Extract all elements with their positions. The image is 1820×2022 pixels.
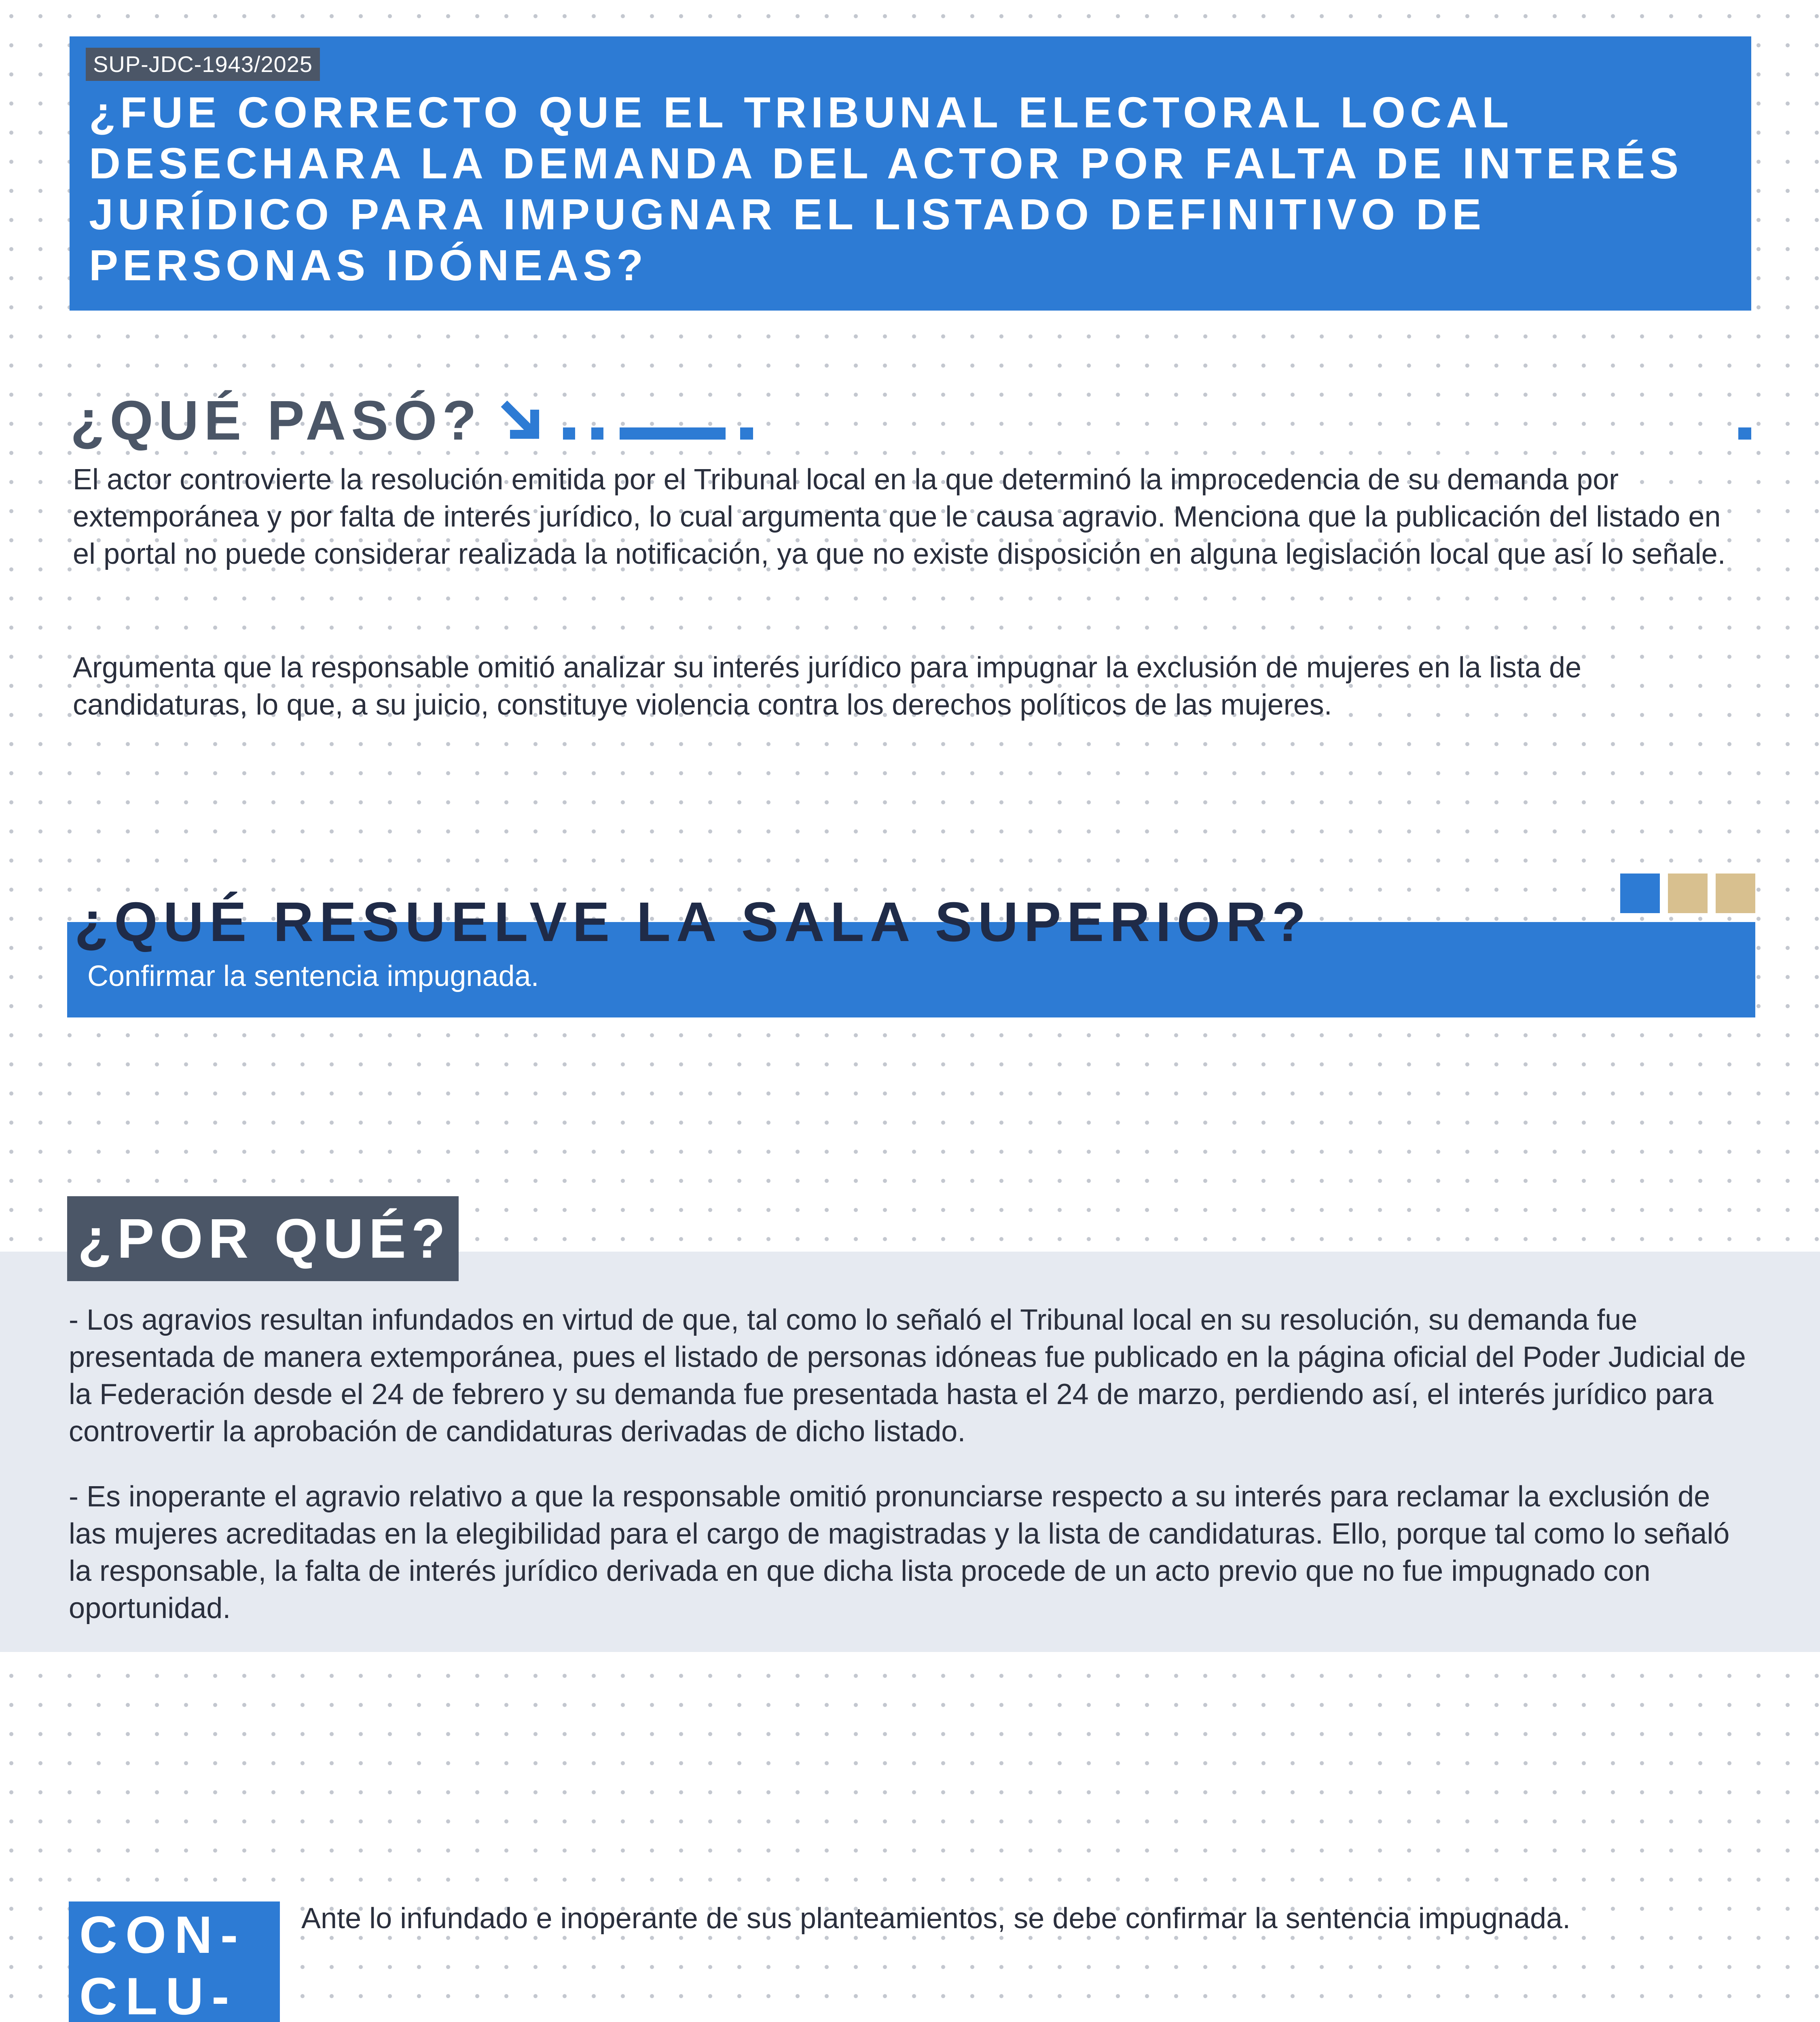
why-heading: ¿POR QUÉ? xyxy=(78,1208,451,1270)
why-paragraph: - Es inoperante el agravio relativo a que la responsable omitió pronunciarse respecto a su interés para reclamar la exclusión de las mujeres acreditadas en la elegibilidad para el cargo de magistradas y la lista de candidaturas. Ello, porque tal como lo señaló la responsable, la falta de interés jurídico derivada en que dicha lista procede de un acto previo que no fue impugnado con oportunidad. xyxy=(69,1481,1730,1624)
case-number-tag: SUP-JDC-1943/2025 xyxy=(86,48,320,81)
what-happened-paragraph: Argumenta que la responsable omitió analizar su interés jurídico para impugnar la exclusión de mujeres en la lista de candidaturas, lo que, a su juicio, constituye violencia contra los derechos políticos de las mujeres. xyxy=(73,651,1582,721)
why-paragraph: - Los agravios resultan infundados en virtud de que, tal como lo señaló el Tribunal local en su resolución, su demanda fue presentada de manera extemporánea, pues el listado de personas idóneas fue publicado en la página oficial del Poder Judicial de la Federación desde el 24 de febrero y su demanda fue presentada hasta el 24 de marzo, perdiendo así, el interés jurídico para controvertir la aprobación de candidaturas derivadas de dicho listado. xyxy=(69,1304,1746,1448)
decorative-square xyxy=(1668,874,1708,913)
decorative-dot xyxy=(1738,427,1751,440)
conclusion-title: CON- CLU- xyxy=(79,1905,246,2022)
decorative-dot xyxy=(591,427,603,440)
main-question: ¿FUE CORRECTO QUE EL TRIBUNAL ELECTORAL LOCAL DESECHARA LA DEMANDA DEL ACTOR POR FALTA DE INTERÉS JURÍDICO PARA IMPUGNAR EL LISTADO DEFINITIVO DE PERSONAS IDÓNEAS? xyxy=(89,88,1683,290)
conclusion-text: Ante lo infundado e inoperante de sus planteamientos, se debe confirmar la sentencia impugnada. xyxy=(301,1902,1571,1935)
resolution-text: Confirmar la sentencia impugnada. xyxy=(87,960,539,992)
what-happened-heading: ¿QUÉ PASÓ? xyxy=(70,389,482,452)
decorative-dot xyxy=(740,427,753,440)
arrow-down-right-icon xyxy=(501,400,543,442)
what-happened-paragraph: El actor controvierte la resolución emitida por el Tribunal local en la que determinó la improcedencia de su demanda por extemporánea y por falta de interés jurídico, lo cual argumenta que le causa agravio. Menciona que la publicación del listado en el portal no puede considerar realizada la notificación, ya que no existe disposición en alguna legislación local que así lo señale. xyxy=(73,463,1726,570)
decorative-dash xyxy=(620,427,726,440)
resolution-heading: ¿QUÉ RESUELVE LA SALA SUPERIOR? xyxy=(74,891,1312,953)
decorative-dot xyxy=(563,427,575,440)
decorative-square xyxy=(1620,874,1660,913)
decorative-square xyxy=(1716,874,1755,913)
